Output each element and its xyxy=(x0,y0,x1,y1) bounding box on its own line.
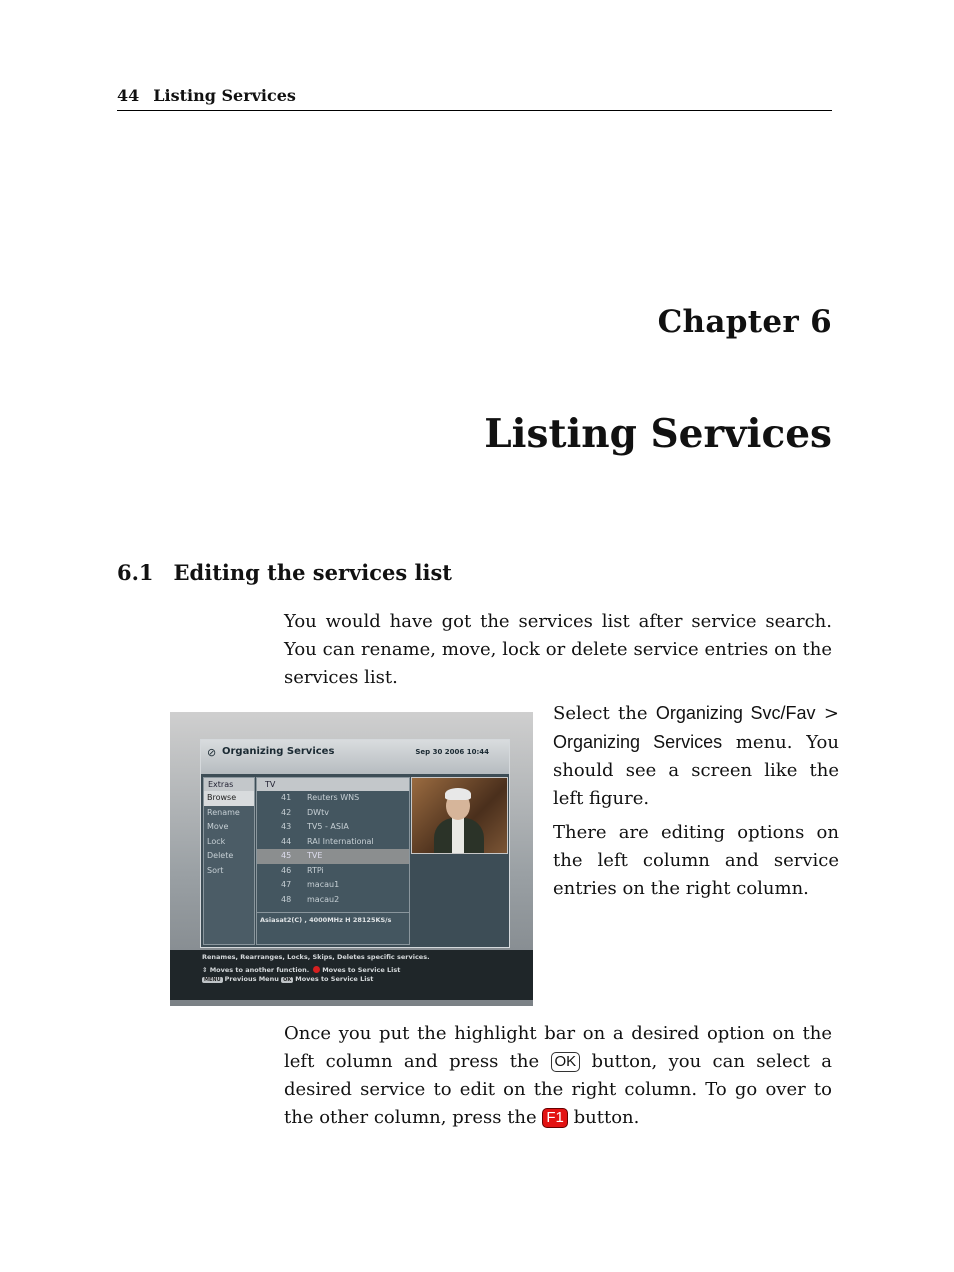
updown-arrows-icon: ⇕ xyxy=(202,966,208,974)
f1-key: F1 xyxy=(542,1108,568,1128)
services-column xyxy=(256,777,410,945)
help-line-1: Renames, Rearranges, Locks, Skips, Deletes specific services. xyxy=(202,953,430,961)
service-name: macau2 xyxy=(307,894,340,904)
menu-name-organizing-services: Organizing Services xyxy=(553,732,723,752)
help-text: Moves to another function. xyxy=(209,966,310,974)
text-run: button, you can select a desired service to edit on the right column. To go over to the other column, press the xyxy=(284,1051,832,1128)
help-text: Moves to Service List xyxy=(295,975,374,983)
service-number: 41 xyxy=(281,793,292,802)
red-button-icon xyxy=(313,966,320,973)
satellite-icon: ⊘ xyxy=(207,746,217,759)
options-column xyxy=(203,777,255,945)
panel-datetime: Sep 30 2006 10:44 xyxy=(415,748,489,756)
paragraph-highlight xyxy=(284,1020,832,1132)
service-row[interactable] xyxy=(257,878,409,893)
video-preview xyxy=(411,777,508,854)
preview-person-shirt xyxy=(452,818,464,853)
service-number: 48 xyxy=(281,894,292,904)
section-heading xyxy=(117,560,452,585)
preview-person-hair xyxy=(445,788,471,800)
paragraph-select-menu xyxy=(553,699,839,813)
service-row[interactable] xyxy=(257,893,409,908)
organizing-services-panel xyxy=(200,739,510,948)
options-header: Extras xyxy=(204,778,254,791)
service-row[interactable] xyxy=(257,806,409,821)
service-number: 44 xyxy=(281,836,292,846)
text-run: button. xyxy=(567,1107,640,1128)
service-row[interactable] xyxy=(257,835,409,850)
option-move[interactable]: Move xyxy=(207,822,229,831)
service-number: 46 xyxy=(281,865,292,875)
service-name: TVE xyxy=(307,851,323,860)
service-number: 43 xyxy=(281,822,292,831)
section-number: 6.1 xyxy=(117,560,154,585)
text-run: menu. You should see a screen like the left figure. xyxy=(553,732,839,809)
ok-key: OK xyxy=(551,1052,581,1072)
service-name: RTPi xyxy=(307,865,324,875)
running-title: Listing Services xyxy=(153,86,296,105)
menu-button-icon: MENU xyxy=(204,977,221,983)
service-number: 45 xyxy=(281,851,292,860)
text-run: Once you put the highlight bar on a desired option on the left column and press the xyxy=(284,1023,832,1072)
service-row[interactable] xyxy=(257,864,409,879)
service-name: TV5 - ASIA xyxy=(307,822,349,831)
option-delete[interactable]: Delete xyxy=(207,851,234,860)
panel-titlebar xyxy=(201,740,509,774)
screenshot-figure xyxy=(170,712,533,1006)
service-row[interactable] xyxy=(257,820,409,835)
service-row[interactable] xyxy=(257,791,409,806)
service-number: 42 xyxy=(281,807,292,817)
ok-button-icon: OK xyxy=(283,977,292,983)
services-header: TV xyxy=(257,778,409,791)
frequency-info: Asiasat2(C) , 4000MHz H 28125KS/s xyxy=(257,912,409,944)
option-lock[interactable]: Lock xyxy=(207,836,226,846)
help-bar xyxy=(170,950,533,1000)
option-sort[interactable]: Sort xyxy=(207,865,224,875)
page-number: 44 xyxy=(117,86,140,105)
option-browse[interactable]: Browse xyxy=(204,791,254,806)
chapter-label: Chapter 6 xyxy=(657,304,832,340)
service-name: RAI International xyxy=(307,836,374,846)
text-run: Select the xyxy=(553,703,656,724)
section-title: Editing the services list xyxy=(173,560,452,585)
service-name: DWtv xyxy=(307,807,329,817)
help-line-3 xyxy=(202,975,373,983)
option-rename[interactable]: Rename xyxy=(207,807,240,817)
help-text: Previous Menu xyxy=(224,975,279,983)
service-name: macau1 xyxy=(307,880,340,889)
service-row-selected[interactable] xyxy=(257,849,409,864)
panel-title: Organizing Services xyxy=(222,746,335,757)
help-text: Moves to Service List xyxy=(322,966,401,974)
menu-separator: > xyxy=(815,703,839,724)
chapter-title: Listing Services xyxy=(484,411,832,457)
help-line-2 xyxy=(202,966,400,974)
paragraph-columns: There are editing options on the left column and service entries on the right column. xyxy=(553,822,839,899)
paragraph-intro: You would have got the services list after service search. You can rename, move, lock or delete service entries on the services list. xyxy=(284,611,832,688)
menu-name-organizing-svc-fav: Organizing Svc/Fav xyxy=(655,703,816,723)
running-head xyxy=(117,86,832,111)
service-name: Reuters WNS xyxy=(307,793,360,802)
service-number: 47 xyxy=(281,880,292,889)
